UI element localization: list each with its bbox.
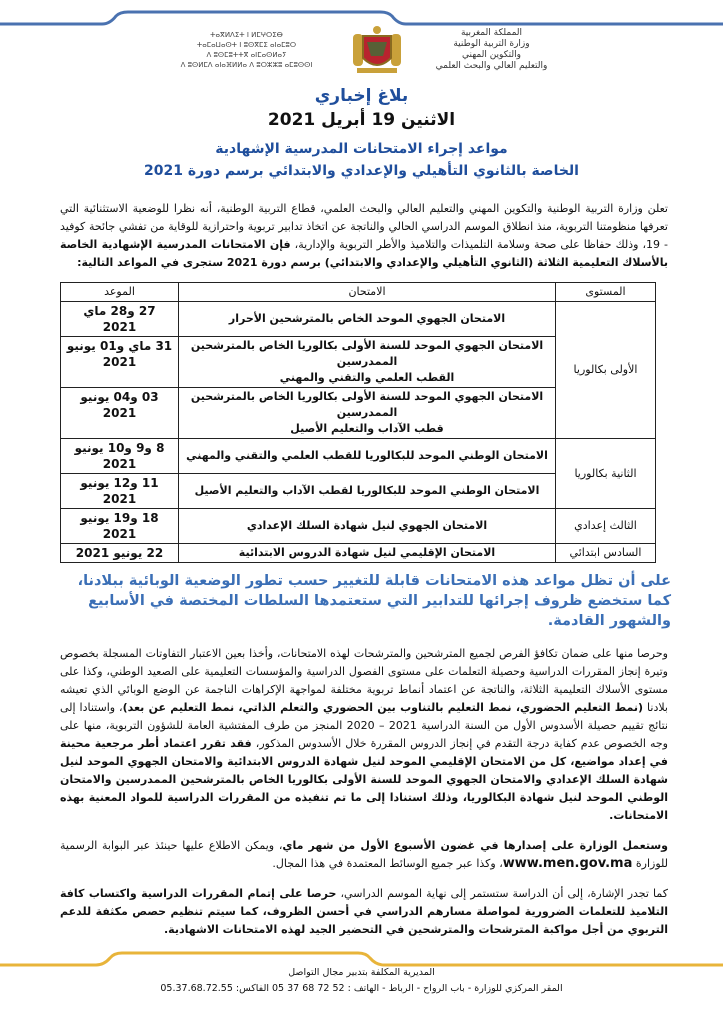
- ministry-website-link[interactable]: www.men.gov.ma: [502, 856, 633, 871]
- date-cell: 8 و9 و10 يونيو 2021: [61, 439, 179, 474]
- level-cell: الثالث إعدادي: [556, 509, 656, 544]
- letterhead: [0, 24, 723, 76]
- exam-line: الامتحان الإقليمي لنيل شهادة الدروس الابتدائية: [238, 546, 496, 559]
- para3-bold: وستعمل الوزارة على إصدارها في غضون الأسبوع الأول من شهر ماي: [282, 839, 668, 852]
- header-date: الموعد: [61, 283, 179, 302]
- exam-line: الامتحان الجهوي الموحد الخاص بالمترشحين الأحرار: [228, 312, 506, 325]
- date-cell: 03 و04 يونيو 2021: [61, 388, 179, 439]
- para3-text-1: ، ويمكن الاطلاع عليها حينئذ عبر البوابة الرسمية للوزارة: [60, 839, 668, 870]
- table-row: [61, 302, 656, 337]
- exam-line: الامتحان الوطني الموحد للبكالوريا للقطب العلمي والتقني والمهني: [186, 449, 548, 462]
- intro-text: تعلن وزارة التربية الوطنية والتكوين المهني والتعليم العالي والبحث العلمي، قطاع التربية الوطنية، أنه نظرا للوضعية الاستثنائية التي تعرفها منظومتنا التربوية، منذ انطلاق الموسم الدراسي الحالي والناتجة عن اتخاذ تدابير تربوية واحترازية للوقاية من تفشي جائحة كوفيد - 19، وذلك حفاظا على صحة وسلامة التلميذات والتلاميذ والأطر التربوية والإدارية،: [60, 202, 669, 251]
- date-cell: 11 و12 يونيو 2021: [61, 474, 179, 509]
- reference-frameworks-paragraph: [60, 645, 668, 825]
- intro-bold-text: فإن الامتحانات المدرسية الإشهادية الخاصة بالأسلاك التعليمية الثلاثة (الثانوي التأهيلي والإعدادي والابتدائي) برسم دورة 2021 ستجرى في المواعد التالية:: [60, 238, 668, 269]
- table-row: [61, 544, 656, 563]
- header-exam: الامتحان: [179, 283, 556, 302]
- level-cell: الثانية بكالوريا: [556, 439, 656, 509]
- para2-bold-1: (نمط التعليم الحضوري، نمط التعليم بالتناوب بين الحضوري والتعلم الذاتي، نمط التعليم عن بعد): [122, 701, 644, 714]
- footer-address: المقر المركزي للوزارة - باب الرواح - الرباط - الهاتف : 52 72 68 37 05 الفاكس: 05.37.68.72.55: [160, 983, 563, 994]
- exam-line: الامتحان الوطني الموحد للبكالوريا لقطب الآداب والتعليم الأصيل: [194, 484, 540, 497]
- header-level: المستوى: [556, 283, 656, 302]
- exam-line: القطب العلمي والتقني والمهني: [279, 371, 455, 384]
- announcement-title: بلاغ إخباري: [314, 86, 409, 106]
- intro-paragraph: [60, 200, 668, 272]
- para2-text-2: ، واستنادا إلى نتائج تقييم حصيلة الأسدوس الأول من السنة الدراسية 2021 – 2020 المنجز من طرف المفتشية العامة للشؤون التربوية، منها على وجه الخصوص عدم كفاية درجة التقدم في إنجاز الدروس المقررة خلال الأسدوس المذكور،: [60, 701, 668, 750]
- para4-text: كما تجدر الإشارة، إلى أن الدراسة ستستمر إلى نهاية الموسم الدراسي،: [336, 887, 668, 900]
- footer-department: المديرية المكلفة بتدبير مجال التواصل: [288, 967, 435, 978]
- table-row: [61, 509, 656, 544]
- date-cell: 27 و28 ماي 2021: [61, 302, 179, 337]
- tifinagh-line: ⵜⴰⵎⴰⵡⴰⵙⵜ ⵏ ⵓⵙⴳⵎⵉ ⴰⵏⴰⵎⵓⵔ: [196, 41, 297, 49]
- ministry-name-tifinagh: [157, 30, 337, 70]
- publication-paragraph: [60, 837, 668, 873]
- exam-schedule-table: [60, 282, 656, 563]
- continuation-paragraph: [60, 885, 668, 939]
- announcement-date: الاثنين 19 أبريل 2021: [267, 110, 456, 130]
- para2-bold-2: فقد تقرر اعتماد أطر مرجعية محينة في إعداد مواضيع، كل من الامتحان الإقليمي الموحد لنيل شهادة الدروس الابتدائية والامتحان الجهوي الموحد لنيل شهادة السلك الإعدادي والامتحان الجهوي الموحد للسنة الأولى بكالوريا الخاص بالمترشحين الممدرسين والامتحان الوطني الموحد لنيل شهادة البكالوريا، وذلك استنادا إلى ما تم تنفيذه من المقررات الدراسية للمواد المعنية بهذه الامتحانات.: [60, 737, 668, 822]
- ministry-name-arabic: [417, 28, 567, 72]
- exam-line: الممدرسين: [336, 355, 398, 368]
- tifinagh-line: ⴷ ⵓⵙⵍⵎⴷ ⴰⵏⴰⴼⵍⵍⴰ ⴷ ⵓⵔⵣⵣⵓ ⴰⵎⵓⵙⵙⵏ: [180, 61, 313, 69]
- exam-cell: [179, 439, 556, 474]
- para2-text-1: وحرصا منها على ضمان تكافؤ الفرص لجميع المترشحين والمترشحات لهذه الامتحانات، وأخذا بعين الاعتبار التفاوتات المسجلة بخصوص وتيرة إنجاز المقررات الدراسية وحصيلة التعلمات على مستوى الفصول الدراسية والمؤسسات التعليمية على الصعيد الوطني، وكذا على مستوى الأسلاك التعليمية الثلاثة، والناتجة عن اعتماد أنماط تربوية مختلفة لمواجهة الإكراهات الناجمة عن الوضع الوبائي الذي تعيشه بلادنا: [60, 647, 668, 714]
- ministry-line: والتعليم العالي والبحث العلمي: [435, 61, 548, 71]
- table-header-row: [61, 283, 656, 302]
- exam-line: الممدرسين: [336, 406, 398, 419]
- exam-line: قطب الآداب والتعليم الأصيل: [290, 422, 444, 435]
- footer: [0, 947, 723, 1007]
- ministry-line: والتكوين المهني: [462, 50, 521, 60]
- date-cell: 22 يونيو 2021: [61, 544, 179, 563]
- tifinagh-line: ⴷ ⵓⵙⵎⵓⵜⵜⴳ ⴰⵏⵎⴰⵙⵍⴰⵢ: [206, 51, 287, 59]
- table-row: [61, 439, 656, 474]
- coat-of-arms-icon: [349, 24, 405, 76]
- tifinagh-line: ⵜⴰⴳⵍⴷⵉⵜ ⵏ ⵍⵎⵖⵔⵉⴱ: [210, 31, 283, 39]
- subtitle-2: الخاصة بالثانوي التأهيلي والإعدادي والابتدائي برسم دورة 2021: [144, 163, 579, 179]
- exam-line: الامتحان الجهوي الموحد للسنة الأولى بكالوريا الخاص بالمترشحين: [190, 339, 544, 352]
- exam-cell: [179, 388, 556, 439]
- date-cell: 31 ماي و01 يونيو 2021: [61, 337, 179, 388]
- level-cell: الأولى بكالوريا: [556, 302, 656, 439]
- exam-cell: [179, 509, 556, 544]
- exam-line: الامتحان الجهوي لنيل شهادة السلك الإعدادي: [246, 519, 488, 532]
- exam-cell: [179, 544, 556, 563]
- exam-cell: [179, 302, 556, 337]
- ministry-line: المملكة المغربية: [460, 28, 523, 38]
- para3-text-2: ، وكذا عبر جميع الوسائط المعتمدة في هذا المجال.: [272, 857, 503, 870]
- level-cell: السادس ابتدائي: [556, 544, 656, 563]
- subtitle-1: مواعد إجراء الامتحانات المدرسية الإشهادية: [215, 141, 508, 157]
- change-notice: على أن تظل مواعد هذه الامتحانات قابلة للتغيير حسب تطور الوضعية الوبائية ببلادنا، كما ستخضع ظروف إجرائها للتدابير التي ستعتمدها السلطات المختصة في الأسابيع والشهور القادمة.: [77, 573, 671, 629]
- exam-cell: [179, 474, 556, 509]
- para4-bold: حرصا على إتمام المقررات الدراسية واكتساب كافة التلاميذ للتعلمات الضرورية لمواصلة مسارهم الدراسي في أحسن الظروف، كما سيتم تنظيم حصص مكثفة للدعم التربوي من أجل مواكبة المترشحات والمترشحين في التحضير الجيد لهذه الامتحانات الاشهادية.: [60, 887, 668, 936]
- exam-line: الامتحان الجهوي الموحد للسنة الأولى بكالوريا الخاص بالمترشحين: [190, 390, 544, 403]
- exam-cell: [179, 337, 556, 388]
- date-cell: 18 و19 يونيو 2021: [61, 509, 179, 544]
- ministry-line: وزارة التربية الوطنية: [453, 39, 530, 49]
